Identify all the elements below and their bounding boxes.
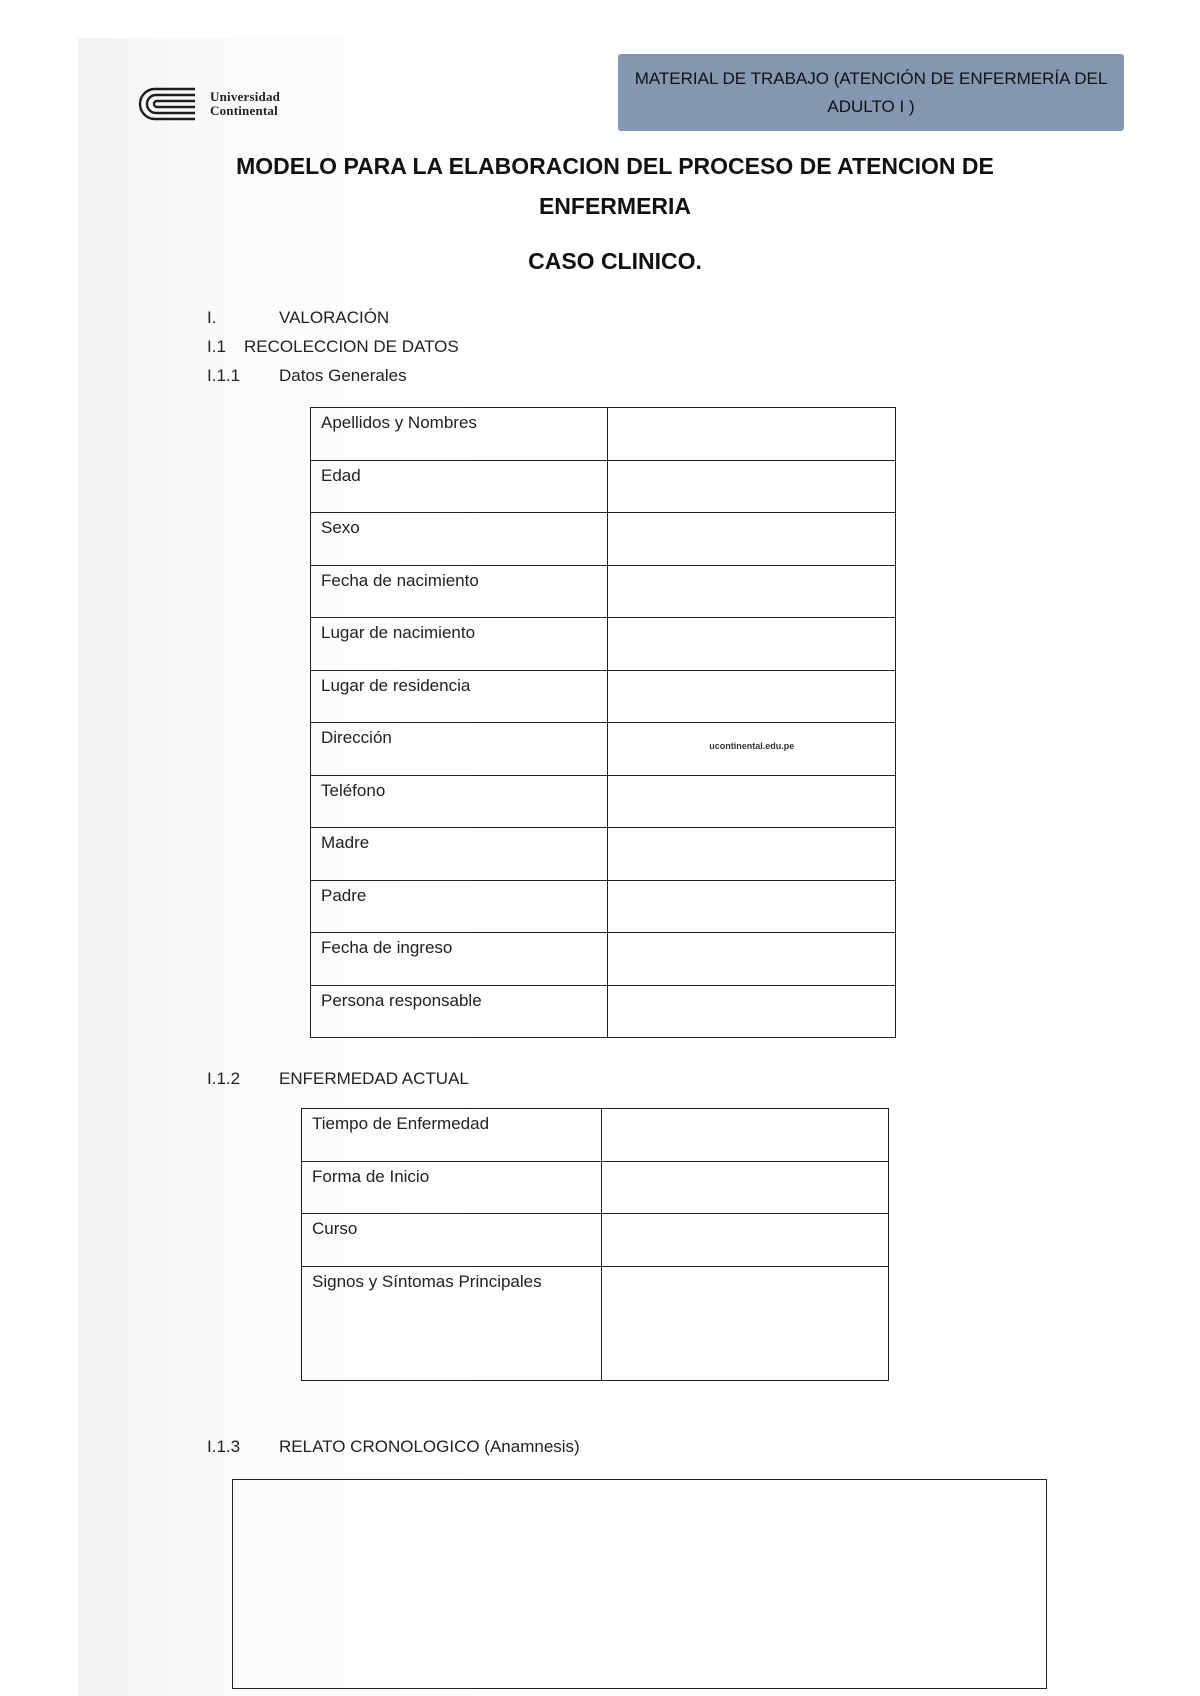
section-heading-datos-generales <box>207 365 407 387</box>
section-label: RELATO CRONOLOGICO (Anamnesis) <box>279 1437 580 1456</box>
field-value[interactable] <box>608 933 896 986</box>
field-label: Padre <box>311 880 608 933</box>
section-number: I.1.1 <box>207 366 241 385</box>
section-label: Datos Generales <box>279 366 407 385</box>
table-row <box>311 985 896 1038</box>
field-label: Madre <box>311 828 608 881</box>
section-label: RECOLECCION DE DATOS <box>244 337 459 356</box>
table-row <box>311 828 896 881</box>
course-banner-text: MATERIAL DE TRABAJO (ATENCIÓN DE ENFERMERÍA DEL ADULTO I ) <box>634 68 1108 116</box>
field-value[interactable] <box>608 775 896 828</box>
table-row <box>302 1109 889 1162</box>
field-value[interactable] <box>601 1266 888 1380</box>
section-number: I.1.3 <box>207 1437 241 1456</box>
field-label: Forma de Inicio <box>302 1161 602 1214</box>
section-number: I.1 <box>207 337 226 356</box>
field-value[interactable] <box>601 1161 888 1214</box>
section-heading-recoleccion <box>207 336 459 358</box>
field-value[interactable] <box>608 565 896 618</box>
table-row <box>311 723 896 776</box>
table-row <box>302 1266 889 1380</box>
field-label: Edad <box>311 460 608 513</box>
course-banner <box>618 54 1124 131</box>
logo-text <box>210 90 280 118</box>
field-value[interactable] <box>608 513 896 566</box>
relato-cronologico-textbox[interactable] <box>232 1479 1047 1689</box>
field-label: Lugar de nacimiento <box>311 618 608 671</box>
field-label: Lugar de residencia <box>311 670 608 723</box>
field-value[interactable] <box>608 880 896 933</box>
document-subtitle: CASO CLINICO. <box>528 248 702 274</box>
field-label: Apellidos y Nombres <box>311 408 608 461</box>
field-value[interactable] <box>608 408 896 461</box>
section-label: ENFERMEDAD ACTUAL <box>279 1069 469 1088</box>
table-row <box>311 670 896 723</box>
table-row <box>311 565 896 618</box>
section-heading-relato-cronologico <box>207 1436 580 1458</box>
enfermedad-actual-table <box>301 1108 889 1381</box>
table-row <box>311 408 896 461</box>
field-label: Teléfono <box>311 775 608 828</box>
logo-text-line-2: Continental <box>210 103 278 118</box>
table-row <box>311 513 896 566</box>
field-value[interactable] <box>608 828 896 881</box>
section-number: I.1.2 <box>207 1069 241 1088</box>
field-value[interactable] <box>608 460 896 513</box>
table-row <box>302 1161 889 1214</box>
field-label: Fecha de nacimiento <box>311 565 608 618</box>
field-label: Persona responsable <box>311 985 608 1038</box>
table-row <box>311 618 896 671</box>
section-heading-valoracion <box>207 307 389 329</box>
document-title: MODELO PARA LA ELABORACION DEL PROCESO DE ATENCION DE ENFERMERIA <box>236 153 994 219</box>
watermark-text: ucontinental.edu.pe <box>608 723 896 776</box>
table-row <box>311 933 896 986</box>
table-row <box>311 775 896 828</box>
field-label: Sexo <box>311 513 608 566</box>
table-row <box>311 460 896 513</box>
field-label: Signos y Síntomas Principales <box>302 1266 602 1380</box>
table-row <box>302 1214 889 1267</box>
field-label: Dirección <box>311 723 608 776</box>
section-label: VALORACIÓN <box>279 308 390 327</box>
table-row <box>311 880 896 933</box>
field-value[interactable] <box>601 1109 888 1162</box>
field-label: Tiempo de Enfermedad <box>302 1109 602 1162</box>
field-value[interactable] <box>601 1214 888 1267</box>
field-label: Curso <box>302 1214 602 1267</box>
field-value[interactable] <box>608 618 896 671</box>
section-number: I. <box>207 308 217 327</box>
logo-text-line-1: Universidad <box>210 89 281 104</box>
datos-generales-table <box>310 407 896 1038</box>
section-heading-enfermedad-actual <box>207 1068 469 1090</box>
field-label: Fecha de ingreso <box>311 933 608 986</box>
field-value[interactable] <box>608 985 896 1038</box>
field-value[interactable] <box>608 670 896 723</box>
